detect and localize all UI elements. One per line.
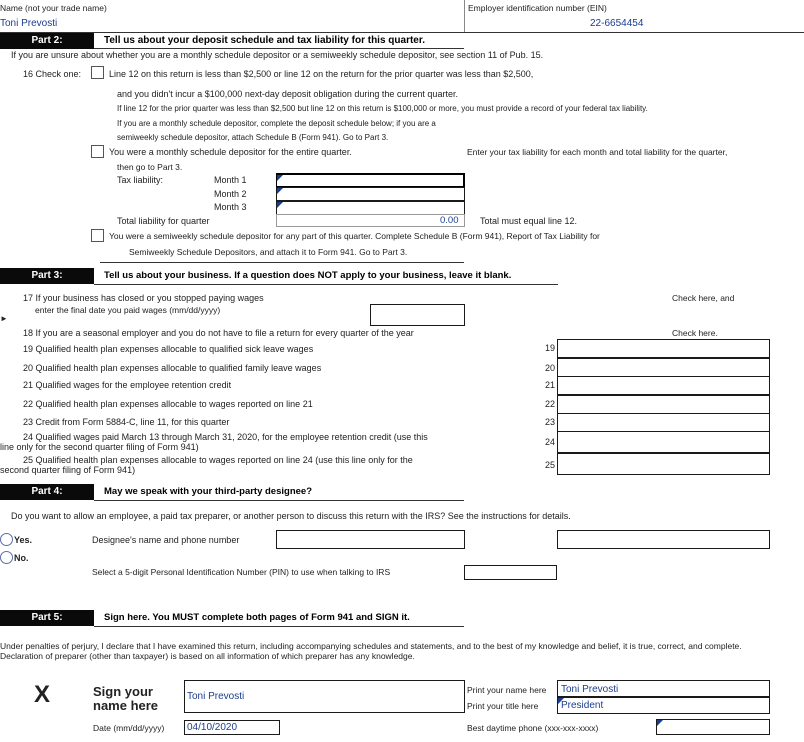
month2-label: Month 2 (214, 189, 247, 199)
print-title-value: President (561, 700, 604, 711)
month1-label: Month 1 (214, 175, 247, 185)
pin-label: Select a 5-digit Personal Identification Number (PIN) to use when talking to IRS (92, 567, 391, 577)
line19-input[interactable] (557, 339, 770, 358)
line25-num: 25 (544, 460, 555, 470)
part2-label: Part 2: (0, 33, 94, 49)
line16-option1-checkbox[interactable] (91, 66, 104, 79)
signature-value: Toni Prevosti (187, 691, 245, 702)
part4-title-rule (94, 500, 464, 501)
line25b: second quarter filing of Form 941) (0, 465, 136, 475)
line22-num: 22 (544, 399, 555, 409)
opt2-line1: You were a monthly schedule depositor for the entire quarter. (109, 147, 352, 157)
designee-yes-radio[interactable] (0, 533, 13, 546)
line24b: line only for the second quarter filing of Form 941) (0, 442, 199, 452)
line16-label: 16 Check one: (23, 69, 82, 79)
total-liability-label: Total liability for quarter (117, 216, 210, 226)
opt1-line3: If line 12 for the prior quarter was less than $2,500 but line 12 on this return is $100,000 or more, you must provide a record of your federal tax liability. (117, 104, 648, 113)
part5-title: Sign here. You MUST complete both pages of Form 941 and SIGN it. (104, 612, 410, 623)
opt3-line1: You were a semiweekly schedule depositor for any part of this quarter. Complete Schedule B (Form 941), Report of Tax Liability for (109, 231, 600, 241)
month1-input[interactable] (276, 173, 465, 187)
line23-num: 23 (544, 417, 555, 427)
header-divider (464, 0, 465, 32)
date-value: 04/10/2020 (187, 722, 238, 733)
part3-label: Part 3: (0, 268, 94, 284)
perjury-line2: Declaration of preparer (other than taxpayer) is based on all information of which preparer has any knowledge. (0, 651, 415, 661)
line17a: 17 If your business has closed or you stopped paying wages (23, 293, 264, 303)
line19-num: 19 (544, 343, 555, 353)
line24-num: 24 (544, 437, 555, 447)
opt2-line2: then go to Part 3. (117, 162, 183, 172)
line19: 19 Qualified health plan expenses allocable to qualified sick leave wages (23, 344, 314, 354)
line22-input[interactable] (557, 395, 770, 414)
date-label: Date (mm/dd/yyyy) (93, 723, 165, 733)
part5-label: Part 5: (0, 610, 94, 626)
check-here-and: Check here, and (672, 293, 735, 303)
ein-value: 22-6654454 (590, 18, 644, 29)
part2-bottom-rule (100, 262, 464, 263)
total-liability-value: 0.00 (440, 215, 459, 226)
line16-option2-checkbox[interactable] (91, 145, 104, 158)
row-pointer-icon: ► (0, 314, 8, 323)
part2-intro: If you are unsure about whether you are a monthly schedule depositor or a semiweekly schedule depositor, see section 11 of Pub. 15. (11, 50, 544, 60)
part2-title: Tell us about your deposit schedule and tax liability for this quarter. (104, 35, 425, 46)
line25a: 25 Qualified health plan expenses allocable to wages reported on line 24 (use this line only for the (23, 455, 413, 465)
field-flag-icon (277, 175, 283, 181)
check-here: Check here. (672, 328, 718, 338)
print-name-value: Toni Prevosti (561, 684, 619, 695)
field-flag-icon (277, 188, 283, 194)
opt3-line2: Semiweekly Schedule Depositors, and attach it to Form 941. Go to Part 3. (129, 247, 408, 257)
line17b: enter the final date you paid wages (mm/dd/yyyy) (35, 305, 221, 315)
total-note: Total must equal line 12. (480, 216, 578, 226)
name-value: Toni Prevosti (0, 18, 58, 29)
perjury-line1: Under penalties of perjury, I declare that I have examined this return, including accompanying schedules and statements, and to the best of my knowledge and belief, it is true, correct, and complete. (0, 641, 742, 651)
part4-label: Part 4: (0, 484, 94, 500)
part3-title: Tell us about your business. If a question does NOT apply to your business, leave it blank. (104, 270, 512, 281)
month2-input[interactable] (276, 187, 465, 201)
line23: 23 Credit from Form 5884-C, line 11, for this quarter (23, 417, 230, 427)
field-flag-icon (657, 720, 663, 726)
print-title-label: Print your title here (467, 701, 539, 711)
designee-question: Do you want to allow an employee, a paid tax preparer, or another person to discuss this return with the IRS? See the instructions for details. (11, 511, 571, 521)
line20: 20 Qualified health plan expenses allocable to qualified family leave wages (23, 363, 322, 373)
designee-no-radio[interactable] (0, 551, 13, 564)
designee-name-input[interactable] (276, 530, 465, 549)
final-date-input[interactable] (370, 304, 465, 326)
line24a: 24 Qualified wages paid March 13 through March 31, 2020, for the employee retention credit (use this (23, 432, 428, 442)
opt2-right: Enter your tax liability for each month and total liability for the quarter, (467, 147, 728, 157)
opt1-line2: and you didn't incur a $100,000 next-day deposit obligation during the current quarter. (117, 89, 458, 99)
sign-x-mark: X (34, 681, 51, 708)
part5-title-rule (94, 626, 464, 627)
line22: 22 Qualified health plan expenses allocable to wages reported on line 21 (23, 399, 313, 409)
line20-input[interactable] (557, 358, 770, 377)
opt1-line1: Line 12 on this return is less than $2,500 or line 12 on the return for the prior quarter was less than $2,500, (109, 69, 534, 79)
sign-name-line1: Sign your (93, 684, 153, 699)
opt1-line5: semiweekly schedule depositor, attach Schedule B (Form 941). Go to Part 3. (117, 133, 389, 142)
line18: 18 If you are a seasonal employer and you do not have to file a return for every quarter of the year (23, 328, 414, 338)
line20-num: 20 (544, 363, 555, 373)
field-flag-icon (277, 202, 283, 208)
tax-liability-label: Tax liability: (117, 175, 164, 185)
line25-input[interactable] (557, 453, 770, 475)
part2-title-rule (94, 48, 464, 49)
part4-title: May we speak with your third-party designee? (104, 486, 312, 497)
phone-label: Best daytime phone (xxx-xxx-xxxx) (467, 723, 599, 733)
opt1-line4: If you are a monthly schedule depositor, complete the deposit schedule below; if you are a (117, 119, 436, 128)
ein-label: Employer identification number (EIN) (468, 3, 607, 13)
name-label: Name (not your trade name) (0, 3, 107, 13)
line21-num: 21 (544, 380, 555, 390)
phone-input[interactable] (656, 719, 770, 735)
line21: 21 Qualified wages for the employee retention credit (23, 380, 232, 390)
designee-no-label: No. (14, 553, 29, 563)
line16-option3-checkbox[interactable] (91, 229, 104, 242)
line23-input[interactable] (557, 413, 770, 432)
designee-name-label: Designee's name and phone number (92, 535, 240, 545)
pin-input[interactable] (464, 565, 557, 580)
line24-input[interactable] (557, 431, 770, 453)
month3-label: Month 3 (214, 202, 247, 212)
part3-title-rule (94, 284, 558, 285)
print-name-label: Print your name here (467, 685, 547, 695)
total-liability-field (276, 214, 465, 227)
designee-yes-label: Yes. (14, 535, 33, 545)
month3-input[interactable] (276, 201, 465, 215)
sign-name-line2: name here (93, 698, 159, 713)
line21-input[interactable] (557, 376, 770, 395)
designee-phone-input[interactable] (557, 530, 770, 549)
